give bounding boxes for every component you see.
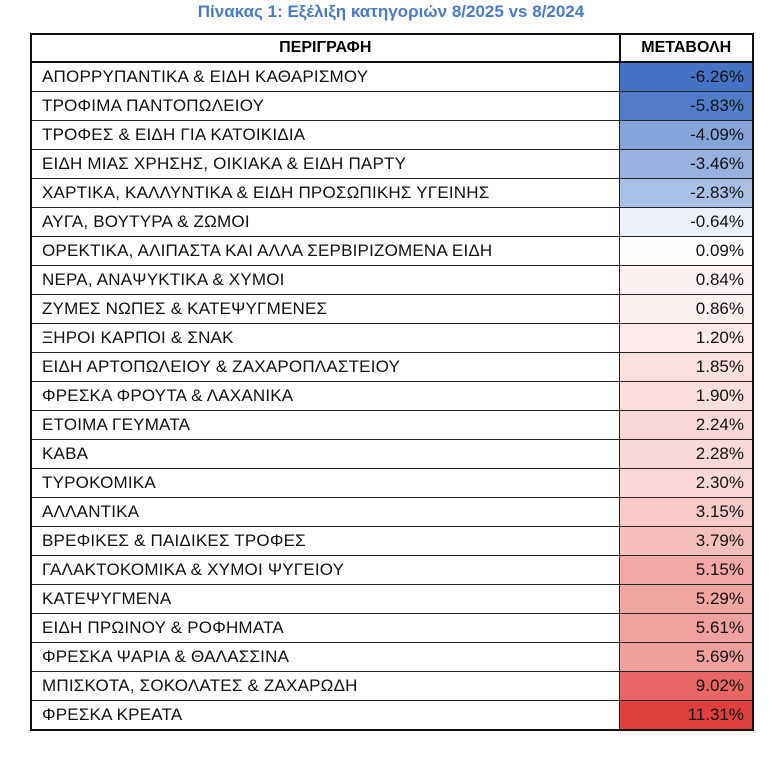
category-description: ΓΑΛΑΚΤΟΚΟΜΙΚΑ & ΧΥΜΟΙ ΨΥΓΕΙΟΥ (31, 556, 620, 585)
category-change: 1.85% (620, 353, 754, 382)
category-change: -2.83% (620, 179, 754, 208)
header-row (31, 34, 753, 62)
category-description: ΒΡΕΦΙΚΕΣ & ΠΑΙΔΙΚΕΣ ΤΡΟΦΕΣ (31, 527, 620, 556)
category-description: ΕΤΟΙΜΑ ΓΕΥΜΑΤΑ (31, 411, 620, 440)
table-row (31, 556, 753, 585)
category-change-table (30, 33, 754, 731)
table-row (31, 324, 753, 353)
category-change: 0.09% (620, 237, 754, 266)
table-row (31, 266, 753, 295)
category-description: ΟΡΕΚΤΙΚΑ, ΑΛΙΠΑΣΤΑ ΚΑΙ ΑΛΛΑ ΣΕΡΒΙΡΙΖΟΜΕΝΑ ΕΙΔΗ (31, 237, 620, 266)
category-change: 2.30% (620, 469, 754, 498)
table-row (31, 150, 753, 179)
category-change: 5.15% (620, 556, 754, 585)
category-description: ΑΥΓΑ, ΒΟΥΤΥΡΑ & ΖΩΜΟΙ (31, 208, 620, 237)
table-row (31, 179, 753, 208)
table-body (31, 62, 753, 730)
table-row (31, 498, 753, 527)
category-change: 1.20% (620, 324, 754, 353)
table-row (31, 353, 753, 382)
category-description: ΦΡΕΣΚΑ ΦΡΟΥΤΑ & ΛΑΧΑΝΙΚΑ (31, 382, 620, 411)
category-description: ΝΕΡΑ, ΑΝΑΨΥΚΤΙΚΑ & ΧΥΜΟΙ (31, 266, 620, 295)
category-description: ΕΙΔΗ ΠΡΩΙΝΟΥ & ΡΟΦΗΜΑΤΑ (31, 614, 620, 643)
category-description: ΖΥΜΕΣ ΝΩΠΕΣ & ΚΑΤΕΨΥΓΜΕΝΕΣ (31, 295, 620, 324)
category-description: ΦΡΕΣΚΑ ΨΑΡΙΑ & ΘΑΛΑΣΣΙΝΑ (31, 643, 620, 672)
table-row (31, 585, 753, 614)
table-row (31, 411, 753, 440)
table-row (31, 527, 753, 556)
category-change: 3.15% (620, 498, 754, 527)
table-row (31, 440, 753, 469)
table-row (31, 208, 753, 237)
table-row (31, 62, 753, 92)
category-change: -3.46% (620, 150, 754, 179)
category-change: 9.02% (620, 672, 754, 701)
category-description: ΧΑΡΤΙΚΑ, ΚΑΛΛΥΝΤΙΚΑ & ΕΙΔΗ ΠΡΟΣΩΠΙΚΗΣ ΥΓΕΙΝΗΣ (31, 179, 620, 208)
table-row (31, 701, 753, 731)
category-change: 5.61% (620, 614, 754, 643)
table-caption: Πίνακας 1: Εξέλιξη κατηγοριών 8/2025 vs 8/2024 (197, 2, 585, 21)
table-row (31, 121, 753, 150)
category-description: ΜΠΙΣΚΟΤΑ, ΣΟΚΟΛΑΤΕΣ & ΖΑΧΑΡΩΔΗ (31, 672, 620, 701)
category-change: 5.69% (620, 643, 754, 672)
category-description: ΚΑΒΑ (31, 440, 620, 469)
category-change: 3.79% (620, 527, 754, 556)
category-description: ΑΠΟΡΡΥΠΑΝΤΙΚΑ & ΕΙΔΗ ΚΑΘΑΡΙΣΜΟΥ (31, 62, 620, 92)
category-description: ΕΙΔΗ ΜΙΑΣ ΧΡΗΣΗΣ, ΟΙΚΙΑΚΑ & ΕΙΔΗ ΠΑΡΤΥ (31, 150, 620, 179)
change-header: ΜΕΤΑΒΟΛΗ (620, 34, 754, 62)
category-change: 0.86% (620, 295, 754, 324)
category-change: 0.84% (620, 266, 754, 295)
table-row (31, 643, 753, 672)
table-row (31, 614, 753, 643)
table-row (31, 672, 753, 701)
category-description: ΞΗΡΟΙ ΚΑΡΠΟΙ & ΣΝΑΚ (31, 324, 620, 353)
category-description: ΤΥΡΟΚΟΜΙΚΑ (31, 469, 620, 498)
category-change: -5.83% (620, 92, 754, 121)
category-description: ΚΑΤΕΨΥΓΜΕΝΑ (31, 585, 620, 614)
category-description: ΦΡΕΣΚΑ ΚΡΕΑΤΑ (31, 701, 620, 731)
category-change: -6.26% (620, 62, 754, 92)
category-description: ΑΛΛΑΝΤΙΚΑ (31, 498, 620, 527)
category-change: 5.29% (620, 585, 754, 614)
table-row (31, 382, 753, 411)
category-change: 2.24% (620, 411, 754, 440)
category-description: ΤΡΟΦΕΣ & ΕΙΔΗ ΓΙΑ ΚΑΤΟΙΚΙΔΙΑ (31, 121, 620, 150)
category-change: 1.90% (620, 382, 754, 411)
category-change: 2.28% (620, 440, 754, 469)
table-row (31, 295, 753, 324)
category-description: ΕΙΔΗ ΑΡΤΟΠΩΛΕΙΟΥ & ΖΑΧΑΡΟΠΛΑΣΤΕΙΟΥ (31, 353, 620, 382)
table-row (31, 92, 753, 121)
table-row (31, 237, 753, 266)
category-description: ΤΡΟΦΙΜΑ ΠΑΝΤΟΠΩΛΕΙΟΥ (31, 92, 620, 121)
table-row (31, 469, 753, 498)
category-change: -0.64% (620, 208, 754, 237)
category-change: -4.09% (620, 121, 754, 150)
category-change: 11.31% (620, 701, 754, 731)
description-header: ΠΕΡΙΓΡΑΦΗ (31, 34, 620, 62)
